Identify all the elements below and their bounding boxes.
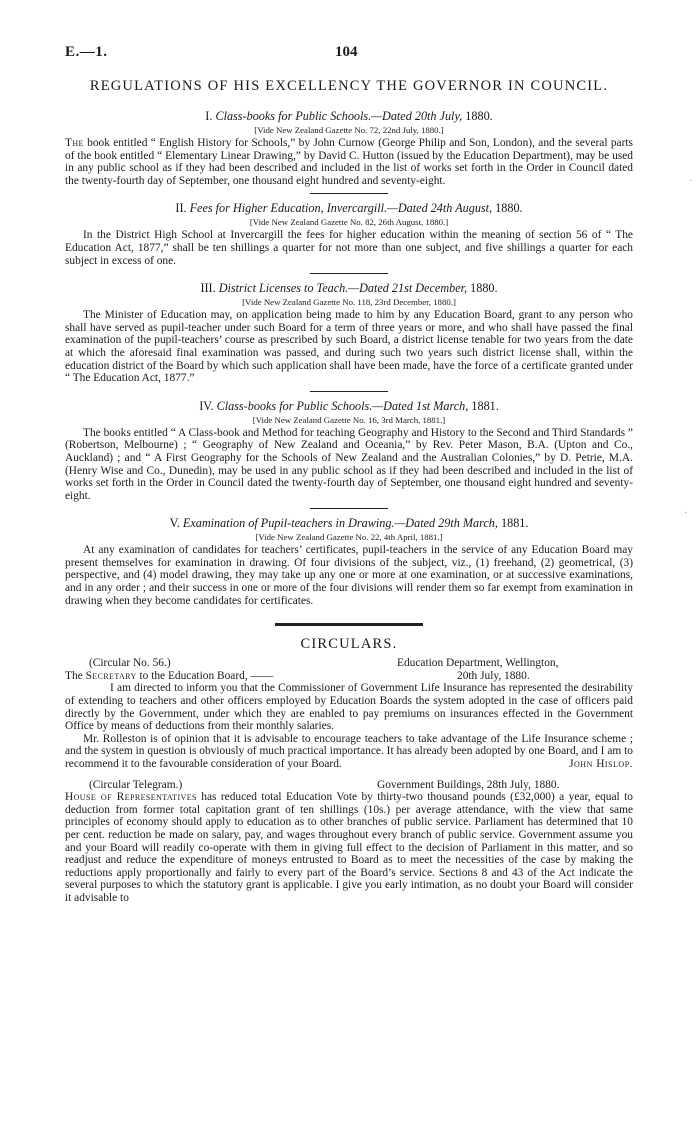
circular-addressee: The Secretary to the Education Board, —— [65,669,274,682]
circulars-heading: CIRCULARS. [300,636,398,653]
regulation-section [65,109,633,194]
section-body: The book entitled “ English History for Schools,” by John Curnow (George Philip and Son, London), and the several parts of the book entitled “ Elementary Linear Drawing,” by David C. Hutton (issued by the Education Department), may be used in any public school as if they had been described and included in the list of works set forth in the Order in Council dated the twenty-fourth day of September, one thousand eight hundred and seventy-eight. [65,137,633,187]
page-header [65,44,633,70]
divider [310,273,388,274]
circular-paragraph: Mr. Rolleston is of opinion that it is advisable to encourage teachers to take advantage of the Life Insurance scheme ; and the system in question is obviously of much practical importance. It has already been adopted by one Board, and I am to recommend it to the favourable consideration of your Board. [65,732,633,770]
divider [310,193,388,194]
divider [310,391,388,392]
section-title: V. Examination of Pupil-teachers in Drawing.—Dated 29th March, 1881. [169,516,529,531]
regulation-section [65,201,633,274]
regulation-section [65,516,633,607]
circular-address-row [65,670,633,683]
divider [310,508,388,509]
gazette-reference: [Vide New Zealand Gazette No. 72, 22nd July, 1880.] [254,125,444,135]
margin-mark: · [684,508,688,519]
section-title: I. Class-books for Public Schools.—Dated 20th July, 1880. [205,109,493,123]
section-body: The Minister of Education may, on application being made to him by any Education Board, grant to any person who shall have served as pupil-teacher under such Board for a term of three years or more, and who shall have passed the final examination of the pupil-teachers’ course as prescribed by such Board, a district license tenable for two years from the date at which the aforesaid final examination was passed, and during such two years such district license shall, within the education district of the Board by which such application shall have been made, have the force of a certificate granted under “ The Education Act, 1877.” [65,309,633,385]
regulation-section [65,281,633,392]
circular-header-row [65,657,633,670]
page-title: REGULATIONS OF HIS EXCELLENCY THE GOVERNOR IN COUNCIL. [89,78,609,94]
section-body: The books entitled “ A Class-book and Method for teaching Geography and History to the Second and Third Standards ” (Robertson, Melbourne) ; “ Geography of New Zealand and Oceania,” by Rev. Peter Mason, B.A. (Upton and Co., Auckland) ; and “ A First Geography for the Schools of New Zealand and the Australian Colonies,” by D. Petrie, M.A. (Henry Wise and Co., Dunedin), may be used in any public school as if they had been described and included in the list of works set forth in the Order in Council dated the twenty-fourth day of September, one thousand eight hundred and seventy-eight. [65,426,633,502]
circular-place: Government Buildings, 28th July, 1880. [377,778,560,791]
section-body: In the District High School at Invercargill the fees for higher education within the meaning of section 56 of “ The Education Act, 1877,” shall be ten shillings a quarter for not more than one subject, and five shillings a quarter for each subject in excess of one. [65,229,633,267]
section-title: II. Fees for Higher Education, Invercargill.—Dated 24th August, 1880. [175,201,523,216]
circular [65,657,633,770]
document-page [65,44,633,905]
section-divider [275,623,423,626]
circular-label: (Circular No. 56.) [89,657,171,670]
circular-header-row [65,779,633,792]
document-reference: E.—1. [65,44,108,60]
circular-paragraph: I am directed to inform you that the Commissioner of Government Life Insurance has represented the desirability of extending to teachers and other officers employed by Education Boards the system adopted in the case of officers paid directly by the Government, under which they are enabled to pay premiums on insurances effected in the Government Office by means of deductions from their monthly salaries. [65,682,633,733]
section-title: IV. Class-books for Public Schools.—Dated 1st March, 1881. [199,398,499,413]
gazette-reference: [Vide New Zealand Gazette No. 16, 3rd March, 1881.] [252,414,446,425]
circular [65,779,633,905]
margin-mark: · [689,176,693,187]
section-title: III. District Licenses to Teach.—Dated 21st December, 1880. [200,281,498,296]
gazette-reference: [Vide New Zealand Gazette No. 118, 23rd December, 1880.] [242,297,456,308]
section-body: At any examination of candidates for teachers’ certificates, pupil-teachers in the service of any Education Board may present themselves for examination in drawing. Of four divisions of the subject, viz., (1) freehand, (2) geometrical, (3) perspective, and (4) model drawing, they may take up any one or more at one examination, or at successive examinations, and in any order ; and their success in one or more of the four divisions will render them so far exempt from examination in drawing when they become candidates for certificates. [65,544,633,607]
circular-label: (Circular Telegram.) [89,778,183,791]
circular-place: Education Department, Wellington, [397,657,559,670]
regulation-section [65,399,633,510]
page-number: 104 [335,44,358,60]
circular-date: 20th July, 1880. [457,669,530,682]
gazette-reference: [Vide New Zealand Gazette No. 82, 26th August, 1880.] [249,217,449,228]
gazette-reference: [Vide New Zealand Gazette No. 22, 4th April, 1881.] [255,532,443,543]
signature: John Hislop. [569,758,633,770]
circular-paragraph: House of Representatives has reduced total Education Vote by thirty-two thousand pounds (£32,000) a year, equal to deduction from former total capitation grant of ten shillings (10s.) per average attendance, with the view that same principles of economy should apply to education as to other branches of public service. Parliament has determined that 10 per cent. reduction be made on salary, pay, and wages throughout every branch of public service. Government assume you and your Board will readily co-operate with them in giving full effect to the decision of Parliament in this matter, and so readjust and reduce the expenditure of moneys entrusted to Board as to meet the necessities of the case by making the reductions apply proportionally and fairly to every part of the Board’s service. Sections 8 and 43 of the Act indicate the several purposes to which the statutory grant is applicable. I give you early intimation, as no doubt your Board will consider it advisable to [65,791,633,904]
